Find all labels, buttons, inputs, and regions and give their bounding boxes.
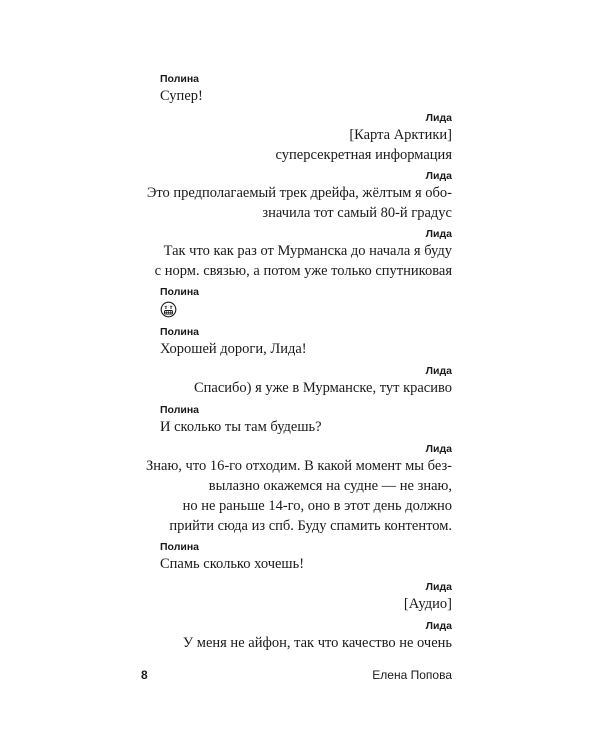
message-text: значила тот самый 80-й градус [262,205,452,221]
sender-name: Лида [425,620,452,632]
sender-name: Лида [425,228,452,240]
message-polina [160,540,304,574]
grimacing-face-icon [160,301,177,318]
sender-name: Лида [425,170,452,182]
message-lida [146,442,452,536]
message-polina [160,72,203,106]
message-text: вылазно окажемся на судне — не знаю, [208,478,452,494]
sender-name: Полина [160,326,200,338]
message-text: Спамь сколько хочешь! [160,556,305,572]
sender-name: Полина [160,541,200,553]
message-polina [160,325,307,359]
message-lida [155,227,452,281]
message-polina [160,285,199,318]
sender-name: Лида [425,581,452,593]
message-polina [160,403,322,437]
message-text: У меня не айфон, так что качество не очень [182,635,452,651]
sender-name: Полина [160,286,200,298]
message-lida [194,364,452,398]
sender-name: Полина [160,73,200,85]
message-text: Спасибо) я уже в Мурманске, тут красиво [193,380,452,396]
message-text: Это предполагаемый трек дрейфа, жёлтым я обо- [146,185,452,201]
message-text: Знаю, что 16-го отходим. В какой момент мы без- [145,458,452,474]
message-text: с норм. связью, а потом уже только спутниковая [154,263,452,279]
sender-name: Полина [160,404,200,416]
message-text: прийти сюда из спб. Буду спамить контентом. [169,518,452,534]
message-text: Хорошей дороги, Лида! [160,341,307,357]
sender-name: Лида [425,443,452,455]
message-text: Так что как раз от Мурманска до начала я буду [163,243,452,259]
page-number: 8 [141,668,148,682]
running-footer-author: Елена Попова [372,668,452,682]
sender-name: Лида [425,112,452,124]
message-text: И сколько ты там будешь? [160,419,322,435]
message-text: [Аудио] [403,596,452,612]
message-lida [183,619,452,653]
sender-name: Лида [425,365,452,377]
message-lida [404,580,452,614]
message-text: Супер! [160,88,203,104]
message-lida [147,169,452,223]
message-lida [276,111,452,165]
message-text: суперсекретная информация [275,147,452,163]
message-text: [Карта Арктики] [349,127,452,143]
message-text: но не раньше 14-го, оно в этот день должно [182,498,452,514]
